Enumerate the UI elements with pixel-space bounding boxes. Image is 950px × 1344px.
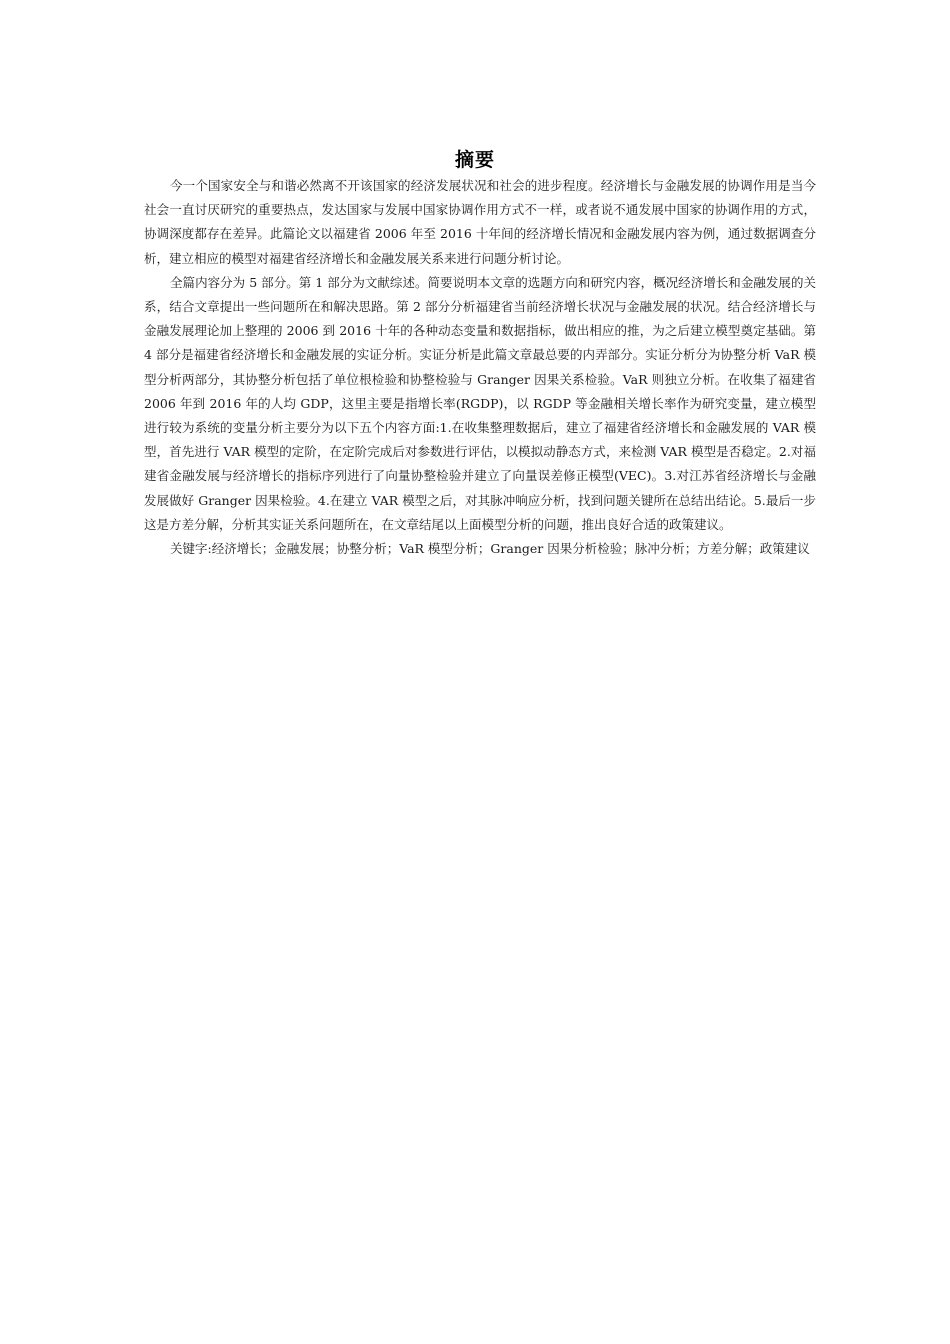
abstract-paragraph-structure: 全篇内容分为 5 部分。第 1 部分为文献综述。简要说明本文章的选题方向和研究内容，概况经济增长和金融发展的关系，结合文章提出一些问题所在和解决思路。第 2 部分分析福建省当前经济增长状况与金融发展的状况。结合经济增长与金融发展理论加上整理的 2006 到 2016 十年的各种动态变量和数据指标，做出相应的推，为之后建立模型奠定基础。第 4 部分是福建省经济增长和金融发展的实证分析。实证分析是此篇文章最总要的内弄部分。实证分析分为协整分析 VaR 模型分析两部分，其协整分析包括了单位根检验和协整检验与 Granger 因果关系检验。VaR 则独立分析。在收集了福建省 2006 年到 2016 年的人均 GDP，这里主要是指增长率(RGDP)，以 RGDP 等金融相关增长率作为研究变量，建立模型进行较为系统的变量分析主要分为以下五个内容方面:1.在收集整理数据后，建立了福建省经济增长和金融发展的 VAR 模型，首先进行 VAR 模型的定阶，在定阶完成后对参数进行评估，以模拟动静态方式，来检测 VAR 模型是否稳定。2.对福建省金融发展与经济增长的指标序列进行了向量协整检验并建立了向量误差修正模型(VEC)。3.对江苏省经济增长与金融发展做好 Granger 因果检验。4.在建立 VAR 模型之后，对其脉冲响应分析，找到问题关键所在总结出结论。5.最后一步这是方差分解，分析其实证关系问题所在，在文章结尾以上面模型分析的问题，推出良好合适的政策建议。 xyxy=(144,274,816,532)
keywords-line: 关键字:经济增长；金融发展；协整分析；VaR 模型分析；Granger 因果分析检验；脉冲分析；方差分解；政策建议 xyxy=(170,541,810,557)
abstract-paragraph-intro: 今一个国家安全与和谐必然离不开该国家的经济发展状况和社会的进步程度。经济增长与金融发展的协调作用是当今社会一直讨厌研究的重要热点，发达国家与发展中国家协调作用方式不一样，或者说不通发展中国家的协调作用的方式，协调深度都存在差异。此篇论文以福建省 2006 年至 2016 十年间的经济增长情况和金融发展内容为例，通过数据调查分析，建立相应的模型对福建省经济增长和金融发展关系来进行问题分析讨论。 xyxy=(144,178,816,266)
abstract-title: 摘要 xyxy=(454,149,495,171)
abstract-body xyxy=(144,174,816,561)
